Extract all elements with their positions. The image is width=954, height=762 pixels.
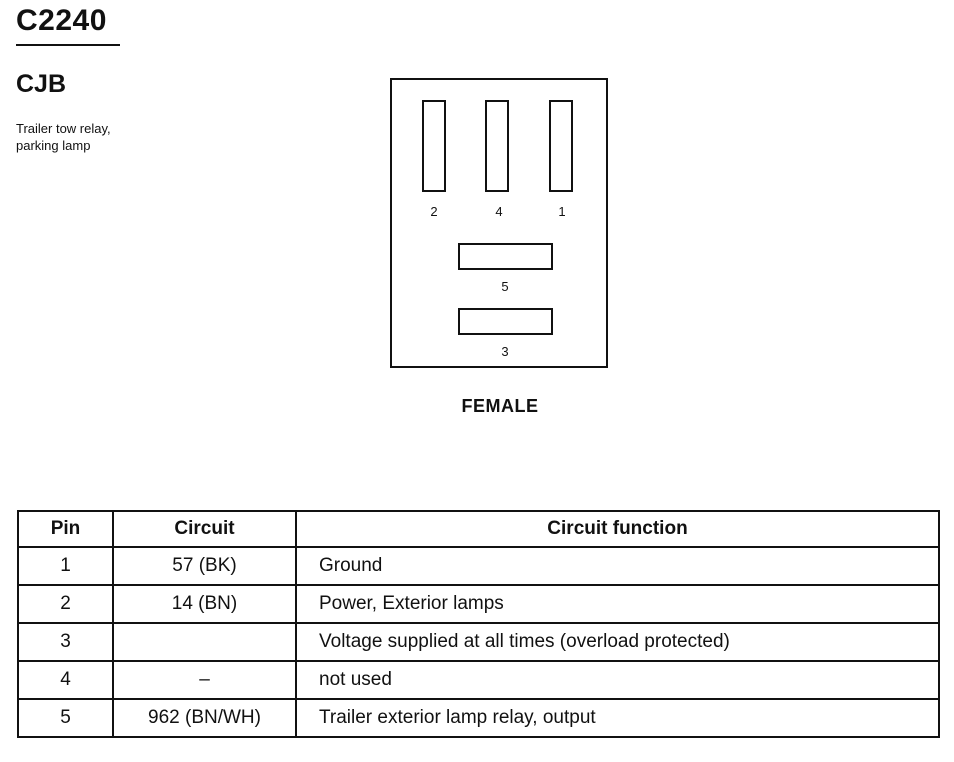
header-circuit: Circuit <box>113 511 296 547</box>
connector-id: C2240 <box>16 4 107 37</box>
cell-function: not used <box>296 661 939 699</box>
connector-gender-label: FEMALE <box>461 396 539 416</box>
connector-description <box>16 120 186 154</box>
title-underline <box>16 44 120 46</box>
cell-function: Trailer exterior lamp relay, output <box>296 699 939 737</box>
pinout-table <box>17 510 940 738</box>
pin-label-3: 3 <box>501 344 509 359</box>
connector-face-diagram <box>390 78 608 368</box>
connector-location: CJB <box>16 70 67 98</box>
pin-label-2: 2 <box>430 204 438 219</box>
terminal-pin-2 <box>422 100 446 192</box>
cell-function: Ground <box>296 547 939 585</box>
table-header-row <box>18 511 939 547</box>
description-line: Trailer tow relay, <box>16 121 111 136</box>
cell-circuit: – <box>113 661 296 699</box>
description-line: parking lamp <box>16 138 91 153</box>
cell-pin: 2 <box>18 585 113 623</box>
pin-label-4: 4 <box>495 204 503 219</box>
terminal-pin-3 <box>458 308 553 335</box>
table-row <box>18 547 939 585</box>
table-row <box>18 585 939 623</box>
cell-pin: 1 <box>18 547 113 585</box>
terminal-pin-4 <box>485 100 509 192</box>
header-circuit-function: Circuit function <box>296 511 939 547</box>
terminal-pin-5 <box>458 243 553 270</box>
cell-circuit: 962 (BN/WH) <box>113 699 296 737</box>
header-pin: Pin <box>18 511 113 547</box>
pin-label-1: 1 <box>558 204 566 219</box>
terminal-pin-1 <box>549 100 573 192</box>
table-row <box>18 661 939 699</box>
pin-label-5: 5 <box>501 279 509 294</box>
cell-pin: 3 <box>18 623 113 661</box>
cell-function: Power, Exterior lamps <box>296 585 939 623</box>
table-row <box>18 699 939 737</box>
cell-circuit: 57 (BK) <box>113 547 296 585</box>
cell-circuit <box>113 623 296 661</box>
cell-circuit: 14 (BN) <box>113 585 296 623</box>
cell-pin: 4 <box>18 661 113 699</box>
table-row <box>18 623 939 661</box>
cell-function: Voltage supplied at all times (overload protected) <box>296 623 939 661</box>
cell-pin: 5 <box>18 699 113 737</box>
